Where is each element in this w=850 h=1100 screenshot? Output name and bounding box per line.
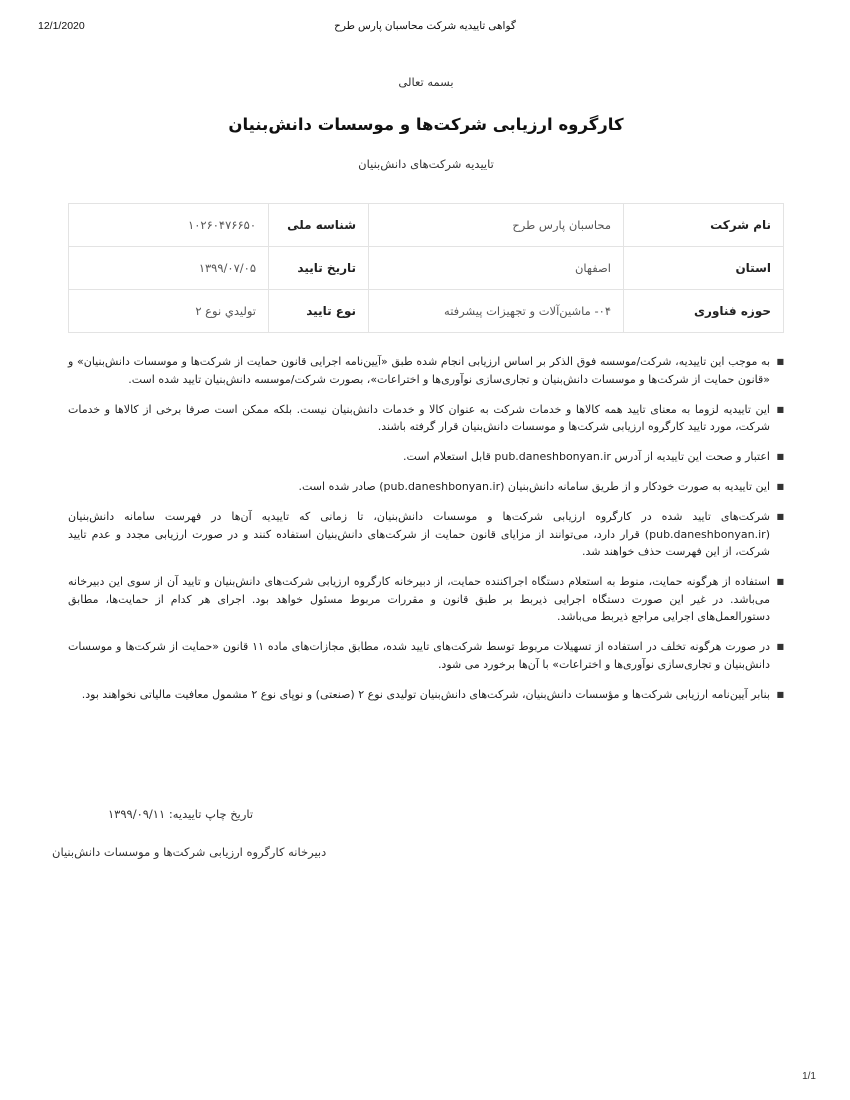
bullet-icon: ■ [776, 404, 784, 414]
note-text: این تاییدیه به صورت خودکار و از طریق سامانه دانش‌بنیان (pub.daneshbonyan.ir) صادر شده است. [298, 480, 770, 493]
page-subtitle: تاییدیه شرکت‌های دانش‌بنیان [358, 157, 494, 171]
list-item [68, 448, 784, 466]
table-row [69, 247, 784, 290]
note-text: در صورت هرگونه تخلف در استفاده از تسهیلات مربوط توسط شرکت‌های تایید شده، مطابق مجازات‌های ماده ۱۱ قانون «حمایت از شرکت‌ها و موسسات دانش‌بنیان و تجاری‌سازی نوآوری‌ها و اختراعات» با آن‌ها برخورد می شود. [68, 640, 771, 671]
note-text: استفاده از هرگونه حمایت، منوط به استعلام دستگاه اجراکننده حمایت، از دبیرخانه کارگروه ارزیابی شرکت‌های دانش‌بنیان و تایید آن از سوی این دبیرخانه می‌باشد. در غیر این صورت دستگاه اجرایی ذیربط بر طبق قانون و مقررات مربوط مسئول خواهد بود. اجرای هر کدام از حمایت‌ها، مطابق دستورالعمل‌های اجرایی مراجع ذیربط می‌باشد. [68, 575, 770, 623]
note-text: بنابر آیین‌نامه ارزیابی شرکت‌ها و مؤسسات دانش‌بنیان، شرکت‌های دانش‌بنیان تولیدی نوع ۲ (صنعتی) و نوپای نوع ۲ مشمول معافیت مالیاتی نخواهند بود. [81, 687, 770, 701]
list-item [68, 478, 784, 496]
list-item [68, 508, 784, 561]
table-row [69, 204, 784, 247]
list-item [68, 686, 784, 704]
company-info-table [68, 203, 784, 333]
value-technology-field: ۰۴- ماشین‌آلات و تجهیزات پیشرفته [369, 290, 624, 333]
bullet-icon: ■ [776, 577, 784, 586]
label-company-name: نام شرکت [624, 204, 784, 247]
label-approval-date: تاریخ تایید [269, 247, 369, 290]
label-approval-type: نوع تایید [269, 290, 369, 333]
print-header [0, 20, 850, 34]
print-date-line: تاریخ چاپ تاییدیه: ۱۳۹۹/۰۹/۱۱ [108, 807, 254, 821]
bullet-icon: ■ [776, 452, 784, 461]
note-text: به موجب این تاییدیه، شرکت/موسسه فوق الذکر بر اساس ارزیابی انجام شده طبق «آیین‌نامه اجرایی قانون حمایت از شرکت‌ها و موسسات دانش‌بنیان» و «قانون حمایت از شرکت‌ها و موسسات دانش‌بنیان و تجاری‌سازی نوآوری‌ها و اختراعات»، بصورت شرکت/موسسه دانش‌بنیان تایید شده است. [68, 355, 770, 386]
list-item [68, 573, 784, 626]
notes-list [68, 353, 784, 703]
print-title: گواهی تاییدیه شرکت محاسبان پارس طرح [334, 20, 516, 32]
page-number: 1/1 [802, 1071, 816, 1082]
value-approval-type: تولیدي نوع ۲ [69, 290, 269, 333]
certificate-document [68, 70, 784, 716]
value-approval-date: ۱۳۹۹/۰۷/۰۵ [69, 247, 269, 290]
note-text: اعتبار و صحت این تاییدیه از آدرس pub.daneshbonyan.ir قابل استعلام است. [403, 450, 770, 463]
bullet-icon: ■ [776, 642, 784, 651]
list-item [68, 638, 784, 673]
value-company-name: محاسبان پارس طرح [369, 204, 624, 247]
page-title: کارگروه ارزیابی شرکت‌ها و موسسات دانش‌بنیان [228, 115, 624, 134]
print-date: 12/1/2020 [38, 20, 85, 32]
bullet-icon: ■ [776, 512, 784, 521]
bismillah-heading: بسمه تعالی [398, 75, 454, 89]
secretariat-signature: دبیرخانه کارگروه ارزیابی شرکت‌ها و موسسات دانش‌بنیان [52, 845, 327, 859]
bullet-icon: ■ [776, 482, 784, 491]
label-technology-field: حوزه فناوری [624, 290, 784, 333]
value-national-id: ۱۰۲۶۰۴۷۶۶۵۰ [69, 204, 269, 247]
list-item [68, 353, 784, 388]
value-province: اصفهان [369, 247, 624, 290]
bullet-icon: ■ [776, 357, 784, 366]
note-text: این تاییدیه لزوما به معنای تایید همه کالاها و خدمات شرکت به عنوان کالا و خدمات دانش‌بنیان نیست. بلکه ممکن است صرفا برخی از کالاها و خدمات شرکت، مورد تایید کارگروه ارزیابی شرکت‌ها و موسسات دانش‌بنیان قرار گرفته باشند. [68, 402, 770, 433]
label-province: استان [624, 247, 784, 290]
label-national-id: شناسه ملی [269, 204, 369, 247]
note-text: شرکت‌های تایید شده در کارگروه ارزیابی شرکت‌ها و موسسات دانش‌بنیان، تا زمانی که تاییدیه آن‌ها در فهرست سامانه دانش‌بنیان (pub.daneshbonyan.ir) قرار دارد، می‌توانند از مزایای قانون حمایت از شرکت‌های دانش‌بنیان استفاده کنند و در صورت ارزیابی مجدد و عدم تایید شرکت، از این فهرست حذف خواهند شد. [68, 510, 770, 558]
table-row [69, 290, 784, 333]
list-item [68, 401, 784, 436]
bullet-icon: ■ [776, 689, 784, 699]
